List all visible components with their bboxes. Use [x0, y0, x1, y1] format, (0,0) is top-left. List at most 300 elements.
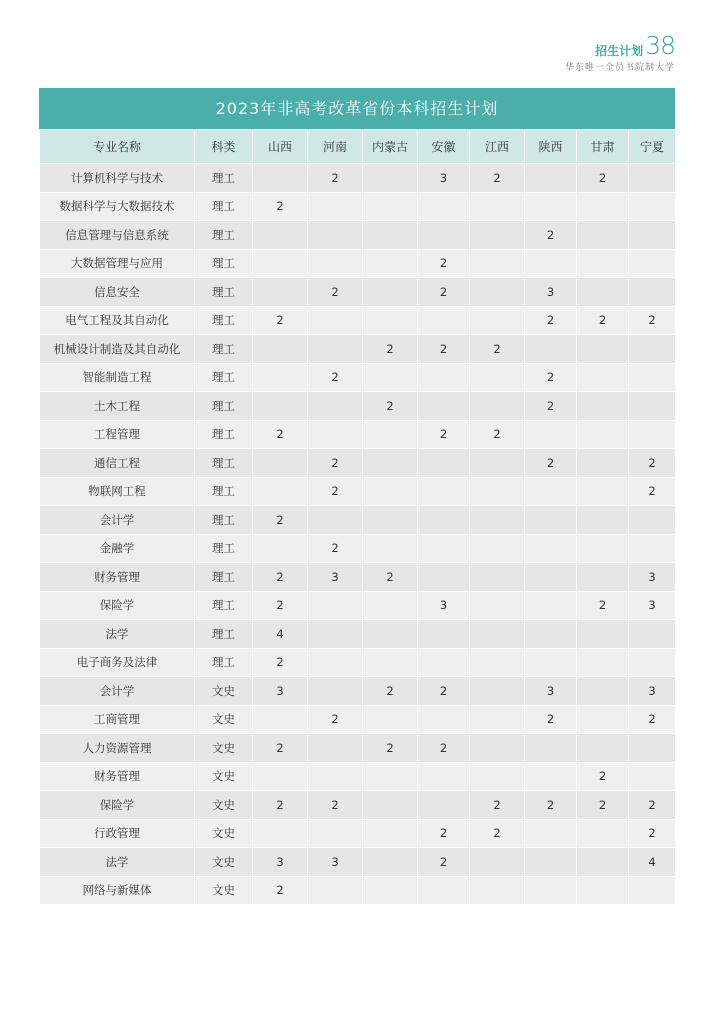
quota-cell	[363, 306, 418, 335]
table-row	[40, 335, 676, 364]
quota-cell	[577, 648, 629, 677]
quota-cell	[363, 192, 418, 221]
quota-cell	[577, 221, 629, 250]
quota-cell	[418, 221, 470, 250]
quota-cell	[525, 506, 577, 535]
quota-cell: 2	[470, 164, 525, 193]
quota-cell	[308, 221, 363, 250]
quota-cell	[470, 648, 525, 677]
quota-cell	[308, 677, 363, 706]
quota-cell	[629, 221, 676, 250]
category-cell: 文史	[195, 762, 253, 791]
quota-cell	[363, 449, 418, 478]
quota-cell: 2	[577, 164, 629, 193]
quota-cell	[470, 306, 525, 335]
category-cell: 理工	[195, 392, 253, 421]
table-row	[40, 648, 676, 677]
quota-cell	[308, 335, 363, 364]
quota-cell: 2	[470, 791, 525, 820]
quota-cell: 3	[525, 677, 577, 706]
column-header: 陕西	[525, 130, 577, 164]
table-row	[40, 705, 676, 734]
quota-cell	[629, 876, 676, 905]
category-cell: 文史	[195, 734, 253, 763]
quota-cell: 2	[253, 734, 308, 763]
quota-cell: 2	[308, 164, 363, 193]
quota-cell	[253, 392, 308, 421]
quota-cell	[363, 420, 418, 449]
quota-cell	[418, 563, 470, 592]
category-cell: 理工	[195, 534, 253, 563]
column-header: 山西	[253, 130, 308, 164]
quota-cell	[363, 591, 418, 620]
quota-cell	[629, 363, 676, 392]
category-cell: 文史	[195, 848, 253, 877]
quota-cell	[308, 192, 363, 221]
table-header	[40, 130, 676, 164]
quota-cell	[363, 762, 418, 791]
table-row	[40, 278, 676, 307]
quota-cell	[577, 477, 629, 506]
university-slogan: 华东唯一全员书院制大学	[564, 63, 675, 73]
quota-cell	[363, 791, 418, 820]
quota-cell: 2	[525, 306, 577, 335]
quota-cell: 2	[629, 705, 676, 734]
major-name-cell: 会计学	[40, 506, 195, 535]
quota-cell	[418, 506, 470, 535]
quota-cell	[418, 620, 470, 649]
quota-cell: 2	[253, 876, 308, 905]
quota-cell	[470, 392, 525, 421]
quota-cell	[418, 363, 470, 392]
major-name-cell: 土木工程	[40, 392, 195, 421]
table-row	[40, 506, 676, 535]
quota-cell	[629, 506, 676, 535]
table-row	[40, 819, 676, 848]
category-cell: 理工	[195, 620, 253, 649]
quota-cell	[363, 620, 418, 649]
major-name-cell: 会计学	[40, 677, 195, 706]
quota-cell	[629, 392, 676, 421]
quota-cell	[470, 762, 525, 791]
quota-cell	[470, 563, 525, 592]
quota-cell	[363, 249, 418, 278]
major-name-cell: 通信工程	[40, 449, 195, 478]
major-name-cell: 保险学	[40, 791, 195, 820]
category-cell: 理工	[195, 192, 253, 221]
major-name-cell: 电子商务及法律	[40, 648, 195, 677]
table-row	[40, 620, 676, 649]
quota-cell	[525, 335, 577, 364]
column-header: 江西	[470, 130, 525, 164]
quota-cell	[629, 534, 676, 563]
quota-cell: 2	[525, 705, 577, 734]
quota-cell: 3	[418, 164, 470, 193]
quota-cell: 2	[363, 734, 418, 763]
quota-cell: 2	[525, 221, 577, 250]
major-name-cell: 信息安全	[40, 278, 195, 307]
quota-cell	[525, 648, 577, 677]
category-cell: 文史	[195, 876, 253, 905]
quota-cell	[577, 734, 629, 763]
category-cell: 理工	[195, 335, 253, 364]
quota-cell	[629, 164, 676, 193]
quota-cell: 2	[629, 819, 676, 848]
quota-cell: 3	[253, 848, 308, 877]
major-name-cell: 人力资源管理	[40, 734, 195, 763]
category-cell: 文史	[195, 791, 253, 820]
quota-cell	[363, 848, 418, 877]
quota-cell: 2	[629, 477, 676, 506]
quota-cell	[418, 876, 470, 905]
quota-cell: 3	[629, 591, 676, 620]
major-name-cell: 计算机科学与技术	[40, 164, 195, 193]
quota-cell	[418, 648, 470, 677]
quota-cell	[308, 591, 363, 620]
quota-cell: 2	[525, 392, 577, 421]
quota-cell	[525, 848, 577, 877]
quota-cell: 2	[577, 791, 629, 820]
quota-cell	[525, 762, 577, 791]
quota-cell	[577, 420, 629, 449]
quota-cell: 2	[418, 249, 470, 278]
column-header: 宁夏	[629, 130, 676, 164]
quota-cell: 2	[253, 591, 308, 620]
quota-cell: 2	[577, 591, 629, 620]
quota-cell	[308, 734, 363, 763]
quota-cell	[418, 477, 470, 506]
quota-cell	[470, 278, 525, 307]
quota-cell	[525, 477, 577, 506]
table-row	[40, 306, 676, 335]
major-name-cell: 智能制造工程	[40, 363, 195, 392]
quota-cell: 2	[363, 563, 418, 592]
quota-cell	[253, 335, 308, 364]
quota-cell	[253, 534, 308, 563]
quota-cell	[629, 192, 676, 221]
quota-cell	[418, 791, 470, 820]
column-header: 专业名称	[40, 130, 195, 164]
quota-cell: 2	[253, 791, 308, 820]
quota-cell	[418, 306, 470, 335]
page-header-mark	[564, 31, 675, 73]
quota-cell: 2	[629, 306, 676, 335]
quota-cell: 2	[418, 734, 470, 763]
column-header: 内蒙古	[363, 130, 418, 164]
quota-cell	[577, 620, 629, 649]
quota-cell	[308, 306, 363, 335]
quota-cell	[470, 534, 525, 563]
enrollment-plan-table	[39, 129, 676, 905]
quota-cell	[308, 762, 363, 791]
quota-cell	[577, 249, 629, 278]
quota-cell: 2	[470, 420, 525, 449]
quota-cell	[363, 278, 418, 307]
quota-cell: 2	[253, 506, 308, 535]
quota-cell	[418, 192, 470, 221]
quota-cell	[363, 221, 418, 250]
quota-cell: 4	[629, 848, 676, 877]
quota-cell	[577, 335, 629, 364]
quota-cell	[470, 249, 525, 278]
table-row	[40, 734, 676, 763]
quota-cell	[418, 449, 470, 478]
major-name-cell: 工商管理	[40, 705, 195, 734]
header-row	[40, 130, 676, 164]
table-row	[40, 363, 676, 392]
quota-cell: 3	[525, 278, 577, 307]
quota-cell	[253, 249, 308, 278]
quota-cell	[629, 762, 676, 791]
quota-cell	[470, 705, 525, 734]
major-name-cell: 财务管理	[40, 563, 195, 592]
quota-cell	[577, 392, 629, 421]
quota-cell	[470, 192, 525, 221]
quota-cell: 4	[253, 620, 308, 649]
quota-cell	[629, 620, 676, 649]
quota-cell	[363, 534, 418, 563]
quota-cell: 2	[418, 278, 470, 307]
category-cell: 理工	[195, 278, 253, 307]
category-cell: 理工	[195, 591, 253, 620]
page-number: 38	[645, 31, 675, 60]
quota-cell: 2	[253, 192, 308, 221]
quota-cell	[253, 477, 308, 506]
quota-cell	[253, 221, 308, 250]
quota-cell: 2	[308, 363, 363, 392]
quota-cell	[363, 705, 418, 734]
quota-cell	[525, 620, 577, 649]
category-cell: 文史	[195, 705, 253, 734]
quota-cell	[363, 477, 418, 506]
quota-cell	[470, 848, 525, 877]
quota-cell	[470, 221, 525, 250]
quota-cell: 3	[253, 677, 308, 706]
quota-cell: 3	[308, 563, 363, 592]
quota-cell: 2	[308, 534, 363, 563]
major-name-cell: 法学	[40, 848, 195, 877]
major-name-cell: 工程管理	[40, 420, 195, 449]
quota-cell: 2	[253, 420, 308, 449]
quota-cell: 2	[577, 762, 629, 791]
quota-cell	[363, 506, 418, 535]
quota-cell	[629, 249, 676, 278]
quota-cell	[470, 363, 525, 392]
quota-cell	[577, 278, 629, 307]
category-cell: 理工	[195, 221, 253, 250]
table-row	[40, 164, 676, 193]
quota-cell	[525, 591, 577, 620]
major-name-cell: 数据科学与大数据技术	[40, 192, 195, 221]
quota-cell: 2	[308, 705, 363, 734]
quota-cell: 2	[253, 648, 308, 677]
quota-cell	[253, 363, 308, 392]
quota-cell	[525, 534, 577, 563]
category-cell: 文史	[195, 819, 253, 848]
quota-cell	[253, 278, 308, 307]
quota-cell	[470, 506, 525, 535]
table-row	[40, 876, 676, 905]
quota-cell	[525, 164, 577, 193]
quota-cell: 2	[470, 335, 525, 364]
quota-cell	[629, 420, 676, 449]
quota-cell	[253, 449, 308, 478]
quota-cell	[577, 192, 629, 221]
category-cell: 理工	[195, 648, 253, 677]
quota-cell: 2	[308, 477, 363, 506]
quota-cell: 2	[525, 449, 577, 478]
quota-cell	[363, 819, 418, 848]
quota-cell: 2	[308, 449, 363, 478]
table-row	[40, 449, 676, 478]
quota-cell	[577, 449, 629, 478]
quota-cell	[629, 278, 676, 307]
quota-cell	[525, 249, 577, 278]
quota-cell	[308, 620, 363, 649]
quota-cell: 2	[363, 335, 418, 364]
quota-cell	[253, 819, 308, 848]
category-cell: 理工	[195, 249, 253, 278]
category-cell: 文史	[195, 677, 253, 706]
table-body	[40, 164, 676, 905]
quota-cell	[308, 506, 363, 535]
major-name-cell: 大数据管理与应用	[40, 249, 195, 278]
category-cell: 理工	[195, 506, 253, 535]
quota-cell	[470, 734, 525, 763]
quota-cell	[629, 335, 676, 364]
quota-cell	[577, 705, 629, 734]
table-row	[40, 762, 676, 791]
quota-cell: 2	[470, 819, 525, 848]
quota-cell	[418, 534, 470, 563]
quota-cell: 2	[253, 306, 308, 335]
quota-cell	[418, 762, 470, 791]
quota-cell: 3	[629, 677, 676, 706]
quota-cell	[577, 563, 629, 592]
table-row	[40, 420, 676, 449]
major-name-cell: 法学	[40, 620, 195, 649]
quota-cell	[308, 392, 363, 421]
quota-cell: 3	[629, 563, 676, 592]
quota-cell	[525, 563, 577, 592]
table-title: 2023年非高考改革省份本科招生计划	[39, 88, 675, 129]
quota-cell: 2	[525, 363, 577, 392]
table-row	[40, 192, 676, 221]
quota-cell	[418, 392, 470, 421]
quota-cell	[470, 876, 525, 905]
quota-cell	[470, 620, 525, 649]
major-name-cell: 财务管理	[40, 762, 195, 791]
table-row	[40, 392, 676, 421]
quota-cell	[577, 677, 629, 706]
major-name-cell: 电气工程及其自动化	[40, 306, 195, 335]
quota-cell: 2	[253, 563, 308, 592]
quota-cell: 3	[308, 848, 363, 877]
quota-cell	[253, 705, 308, 734]
quota-cell: 2	[363, 392, 418, 421]
quota-cell: 2	[418, 335, 470, 364]
quota-cell: 2	[525, 791, 577, 820]
quota-cell	[363, 876, 418, 905]
category-cell: 理工	[195, 306, 253, 335]
category-cell: 理工	[195, 477, 253, 506]
quota-cell: 2	[418, 677, 470, 706]
column-header: 河南	[308, 130, 363, 164]
major-name-cell: 保险学	[40, 591, 195, 620]
major-name-cell: 网络与新媒体	[40, 876, 195, 905]
category-cell: 理工	[195, 449, 253, 478]
category-cell: 理工	[195, 563, 253, 592]
quota-cell	[308, 648, 363, 677]
table-row	[40, 848, 676, 877]
quota-cell	[470, 677, 525, 706]
quota-cell	[577, 534, 629, 563]
enrollment-plan-table-section	[39, 88, 675, 905]
quota-cell	[308, 249, 363, 278]
quota-cell: 3	[418, 591, 470, 620]
section-label: 招生计划	[595, 44, 644, 58]
quota-cell	[363, 164, 418, 193]
quota-cell	[363, 363, 418, 392]
quota-cell	[418, 705, 470, 734]
quota-cell: 2	[308, 791, 363, 820]
quota-cell: 2	[577, 306, 629, 335]
quota-cell	[525, 876, 577, 905]
major-name-cell: 行政管理	[40, 819, 195, 848]
major-name-cell: 信息管理与信息系统	[40, 221, 195, 250]
quota-cell	[470, 449, 525, 478]
quota-cell: 2	[629, 791, 676, 820]
quota-cell	[577, 876, 629, 905]
column-header: 甘肃	[577, 130, 629, 164]
major-name-cell: 物联网工程	[40, 477, 195, 506]
quota-cell	[525, 420, 577, 449]
quota-cell	[253, 164, 308, 193]
table-row	[40, 477, 676, 506]
quota-cell	[470, 591, 525, 620]
category-cell: 理工	[195, 164, 253, 193]
quota-cell	[577, 819, 629, 848]
quota-cell	[470, 477, 525, 506]
quota-cell	[308, 420, 363, 449]
table-row	[40, 563, 676, 592]
quota-cell: 2	[308, 278, 363, 307]
quota-cell	[525, 819, 577, 848]
major-name-cell: 金融学	[40, 534, 195, 563]
major-name-cell: 机械设计制造及其自动化	[40, 335, 195, 364]
quota-cell	[629, 648, 676, 677]
table-row	[40, 221, 676, 250]
table-row	[40, 249, 676, 278]
column-header: 安徽	[418, 130, 470, 164]
table-row	[40, 677, 676, 706]
table-row	[40, 791, 676, 820]
quota-cell	[363, 648, 418, 677]
category-cell: 理工	[195, 420, 253, 449]
quota-cell	[525, 192, 577, 221]
quota-cell	[577, 506, 629, 535]
quota-cell: 2	[418, 420, 470, 449]
quota-cell	[253, 762, 308, 791]
table-row	[40, 534, 676, 563]
quota-cell: 2	[418, 848, 470, 877]
quota-cell	[308, 876, 363, 905]
quota-cell	[577, 848, 629, 877]
quota-cell: 2	[418, 819, 470, 848]
category-cell: 理工	[195, 363, 253, 392]
quota-cell: 2	[363, 677, 418, 706]
quota-cell	[525, 734, 577, 763]
